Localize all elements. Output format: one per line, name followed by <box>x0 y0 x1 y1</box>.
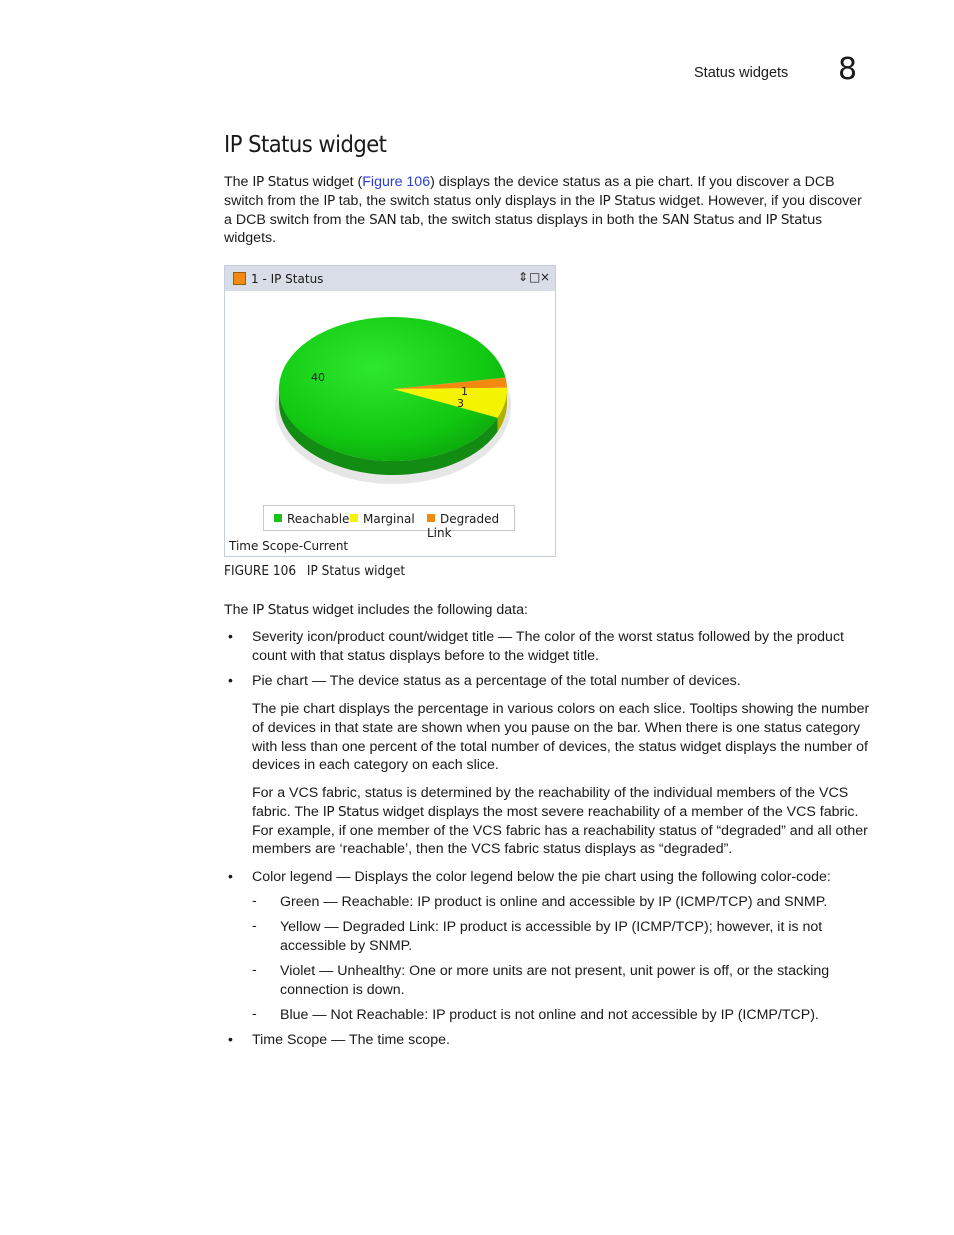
figure-caption: FIGURE 106 IP Status widget <box>224 563 406 579</box>
legend-item-degraded-link: Degraded Link <box>427 512 500 540</box>
bullet-icon: • <box>228 672 233 688</box>
dash-icon: - <box>252 1006 257 1022</box>
list-item: Color legend — Displays the color legend below the pie chart using the following color-code: <box>252 869 831 885</box>
sub-list-item: Green — Reachable: IP product is online and accessible by IP (ICMP/TCP) and SNMP. <box>280 894 828 910</box>
sub-list-item: Blue — Not Reachable: IP product is not online and not accessible by IP (ICMP/TCP). <box>280 1007 819 1023</box>
list-item: Pie chart — The device status as a percentage of the total number of devices. <box>252 673 741 689</box>
dash-icon: - <box>252 962 257 978</box>
sub-list-item: Violet — Unhealthy: One or more units are not present, unit power is off, or the stacking connection is down. <box>280 963 830 998</box>
intro-paragraph: The IP Status widget (Figure 106) displays the device status as a pie chart. If you discover a DCB switch from the IP tab, the switch status only displays in the IP Status widget. However, if you discover a DCB switch from the SAN tab, the switch status displays in both the SAN Status and IP Status widgets. <box>224 174 862 247</box>
running-header-section: Status widgets <box>694 65 789 81</box>
close-icon[interactable]: × <box>540 270 552 284</box>
maximize-icon[interactable]: □ <box>529 270 542 284</box>
widget-title-bar <box>225 266 555 291</box>
sub-list-item: Yellow — Degraded Link: IP product is accessible by IP (ICMP/TCP); however, it is not accessible by SNMP. <box>280 919 823 954</box>
includes-paragraph: The IP Status widget includes the following data: <box>224 602 528 618</box>
legend-item-marginal: Marginal <box>350 512 415 526</box>
list-item-detail: The pie chart displays the percentage in various colors on each slice. Tooltips showing the number of devices in that state are shown when you pause on the bar. When there is one status category with less than one percent of the total number of devices, the status widget displays the number of devices in each category on each slice. <box>252 701 870 774</box>
time-scope: Time Scope-Current <box>229 539 349 553</box>
severity-icon <box>233 272 246 285</box>
collapse-icon[interactable]: ⇕ <box>518 270 530 284</box>
page-title: IP Status widget <box>224 132 387 158</box>
bullet-icon: • <box>228 628 233 644</box>
dash-icon: - <box>252 893 257 909</box>
pie-data-label: 1 <box>461 385 468 398</box>
ip-status-widget <box>224 265 556 557</box>
list-item-detail: For a VCS fabric, status is determined by the reachability of the individual members of the VCS fabric. The IP Status widget displays the most severe reachability of a member of the VCS fabric. For example, if one member of the VCS fabric has a reachability status of “degraded” and all other members are ‘reachable’, then the VCS fabric status displays as “degraded”. <box>252 785 868 858</box>
legend-swatch <box>274 514 282 522</box>
pie-data-label: 3 <box>457 397 464 410</box>
legend-swatch <box>350 514 358 522</box>
pie-chart <box>225 291 555 501</box>
bullet-icon: • <box>228 1031 233 1047</box>
legend-item-reachable: Reachable <box>274 512 349 526</box>
widget-title: 1 - IP Status <box>251 272 324 286</box>
dash-icon: - <box>252 918 257 934</box>
chapter-number: 8 <box>838 52 858 87</box>
bullet-icon: • <box>228 868 233 884</box>
pie-data-label: 40 <box>311 371 325 384</box>
figure-link[interactable]: Figure 106 <box>362 174 431 190</box>
list-item: Time Scope — The time scope. <box>252 1032 450 1048</box>
list-item: Severity icon/product count/widget title — The color of the worst status followed by the product count with that status displays before to the widget title. <box>252 629 844 664</box>
legend-swatch <box>427 514 435 522</box>
chart-legend <box>263 505 515 540</box>
